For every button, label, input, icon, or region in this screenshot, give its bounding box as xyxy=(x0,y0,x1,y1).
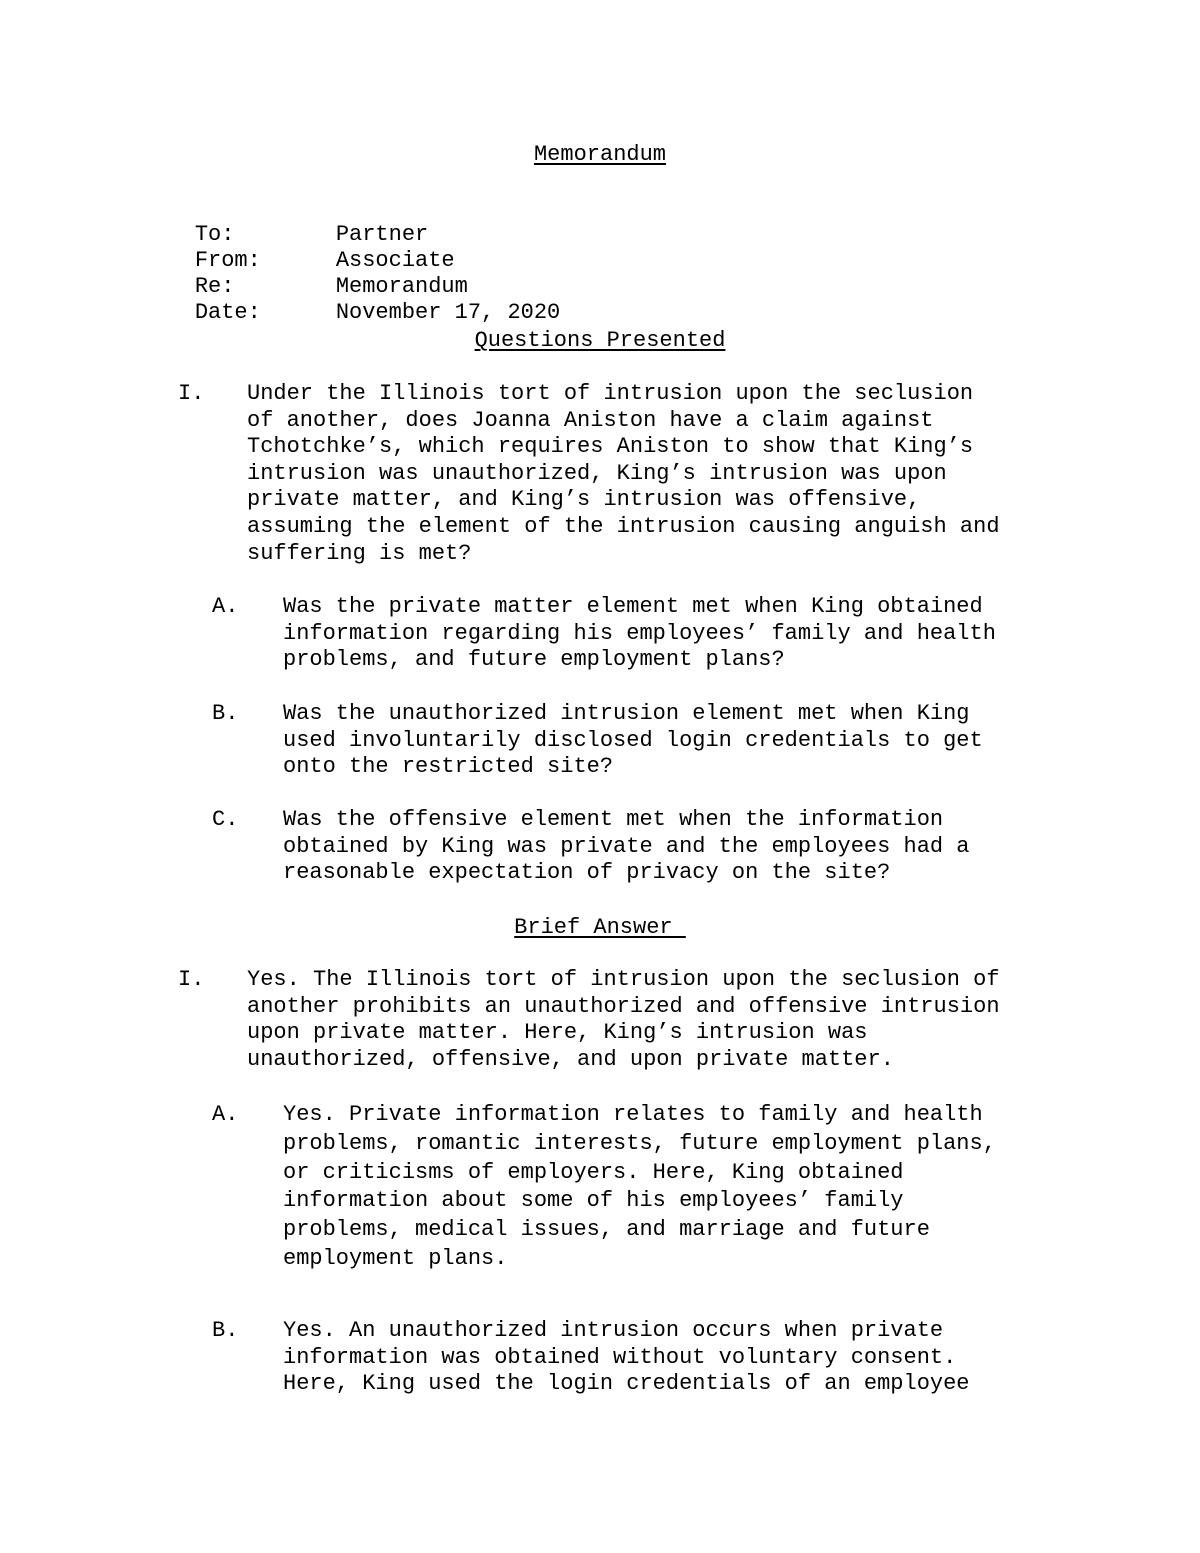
question-sub-a-marker: A. xyxy=(212,594,239,619)
text-line: problems, medical issues, and marriage and future xyxy=(283,1217,930,1243)
text-line: Was the private matter element met when King obtained xyxy=(283,594,983,619)
answer-sub-a-text xyxy=(283,1101,996,1274)
re-value: Memorandum xyxy=(335,274,468,299)
text-line: obtained by King was private and the employees had a xyxy=(283,833,970,859)
date-label: Date: xyxy=(194,300,261,325)
re-label: Re: xyxy=(194,274,235,299)
text-line: information about some of his employees’ family xyxy=(283,1188,904,1214)
text-line: private matter, and King’s intrusion was offensive, xyxy=(247,487,921,513)
text-line: unauthorized, offensive, and upon private matter. xyxy=(247,1046,894,1072)
answer-sub-a-marker: A. xyxy=(212,1102,239,1127)
text-line: intrusion was unauthorized, King’s intrusion was upon xyxy=(247,460,947,486)
answer-sub-b-text xyxy=(283,1318,970,1398)
text-line: problems, and future employment plans? xyxy=(283,647,785,673)
text-line: Was the unauthorized intrusion element met when King xyxy=(283,701,970,726)
text-line: onto the restricted site? xyxy=(283,754,614,780)
text-line: assuming the element of the intrusion causing anguish and xyxy=(247,513,1000,539)
text-line: Yes. An unauthorized intrusion occurs when private xyxy=(283,1318,944,1343)
text-line: information regarding his employees’ family and health xyxy=(283,620,996,646)
text-line: Was the offensive element met when the information xyxy=(283,807,944,832)
to-value: Partner xyxy=(335,222,429,247)
text-line: suffering is met? xyxy=(247,540,472,566)
text-line: Yes. Private information relates to family and health xyxy=(283,1102,983,1127)
answer-main-text xyxy=(247,967,1000,1073)
question-sub-c-text xyxy=(283,807,970,887)
text-line: another prohibits an unauthorized and offensive intrusion xyxy=(247,993,1000,1019)
text-line: Here, King used the login credentials of an employee xyxy=(283,1371,970,1397)
text-line: used involuntarily disclosed login credentials to get xyxy=(283,727,983,753)
text-line: employment plans. xyxy=(283,1245,508,1271)
text-line: Under the Illinois tort of intrusion upon the seclusion xyxy=(247,381,974,406)
answer-sub-b-marker: B. xyxy=(212,1318,239,1343)
question-main-marker: I. xyxy=(178,381,205,406)
text-line: of another, does Joanna Aniston have a claim against xyxy=(247,407,934,433)
text-line: information was obtained without voluntary consent. xyxy=(283,1344,957,1370)
from-value: Associate xyxy=(335,248,455,273)
question-sub-a-text xyxy=(283,594,996,674)
text-line: reasonable expectation of privacy on the site? xyxy=(283,860,891,886)
text-line: or criticisms of employers. Here, King obtained xyxy=(283,1159,904,1185)
date-value: November 17, 2020 xyxy=(335,300,561,325)
memo-title: Memorandum xyxy=(533,142,667,167)
answer-main-marker: I. xyxy=(178,967,205,992)
text-line: upon private matter. Here, King’s intrusion was xyxy=(247,1020,868,1046)
question-sub-c-marker: C. xyxy=(212,807,239,832)
questions-heading: Questions Presented xyxy=(474,328,726,353)
question-sub-b-marker: B. xyxy=(212,701,239,726)
question-sub-b-text xyxy=(283,701,983,781)
text-line: problems, romantic interests, future employment plans, xyxy=(283,1130,996,1156)
text-line: Tchotchke’s, which requires Aniston to show that King’s xyxy=(247,434,974,460)
answers-heading: Brief Answer xyxy=(514,915,686,940)
from-label: From: xyxy=(194,248,261,273)
question-main-text xyxy=(247,381,1000,567)
text-line: Yes. The Illinois tort of intrusion upon the seclusion of xyxy=(247,967,1000,992)
to-label: To: xyxy=(194,222,235,247)
